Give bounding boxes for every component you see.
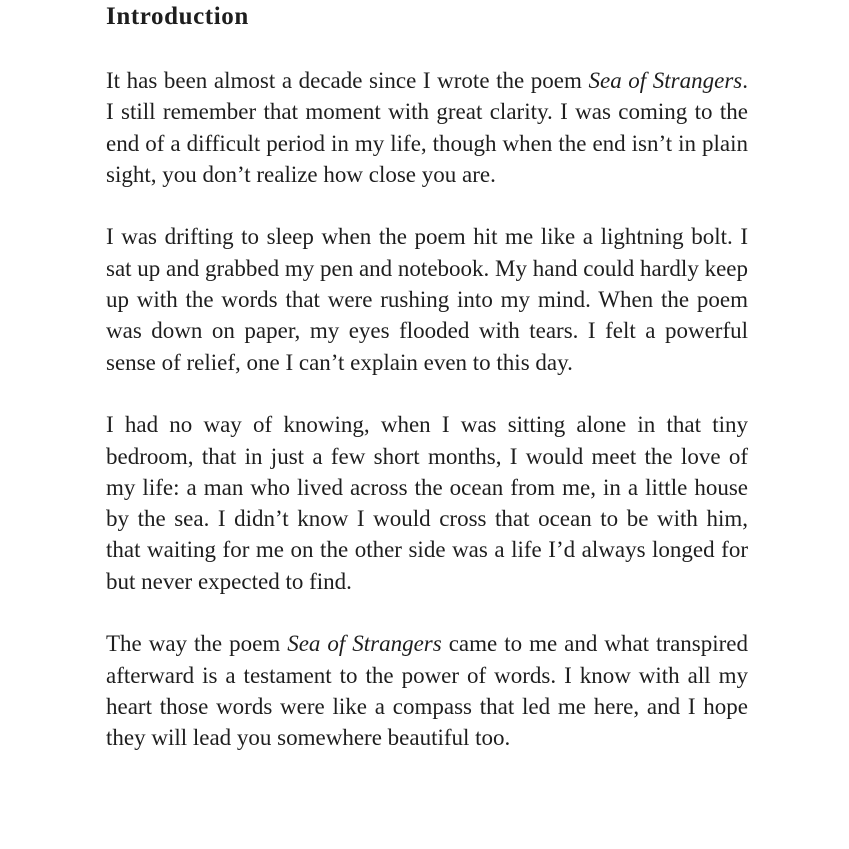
paragraph-1-text-end: . I still remember that moment with great clarity. I was coming to the end of a difficult period in my life, though when the end isn’t in plain sight, you don’t realize how close you are. [106,68,748,187]
document-page [106,0,748,754]
page-title: Introduction [106,3,249,30]
poem-title-reference: Sea of Strangers [588,68,743,93]
poem-title-reference: Sea of Strangers [287,631,442,657]
paragraph-3: I had no way of knowing, when I was sitting alone in that tiny bedroom, that in just a few short months, I would meet the love of my life: a man who lived across the ocean from me, in a little house by the sea. I didn’t know I would cross that ocean to be with him, that waiting for me on the other side was a life I’d always longed for but never expected to find. [106,412,748,594]
paragraph-4-text-end: came to me and what transpired afterward is a testament to the power of words. I know with all my heart those words were like a compass that led me here, and I hope they will lead you somewhere beautiful too. [106,631,748,751]
paragraph-2: I was drifting to sleep when the poem hit me like a lightning bolt. I sat up and grabbed my pen and notebook. My hand could hardly keep up with the words that were rushing into my mind. When the poem was down on paper, my eyes flooded with tears. I felt a powerful sense of relief, one I can’t explain even to this day. [106,224,748,375]
paragraph-1-text-start: It has been almost a decade since I wrote the poem [106,68,589,93]
paragraph-4-text-start: The way the poem [106,631,288,657]
paragraph-1 [106,65,748,190]
paragraph-4 [106,628,748,753]
